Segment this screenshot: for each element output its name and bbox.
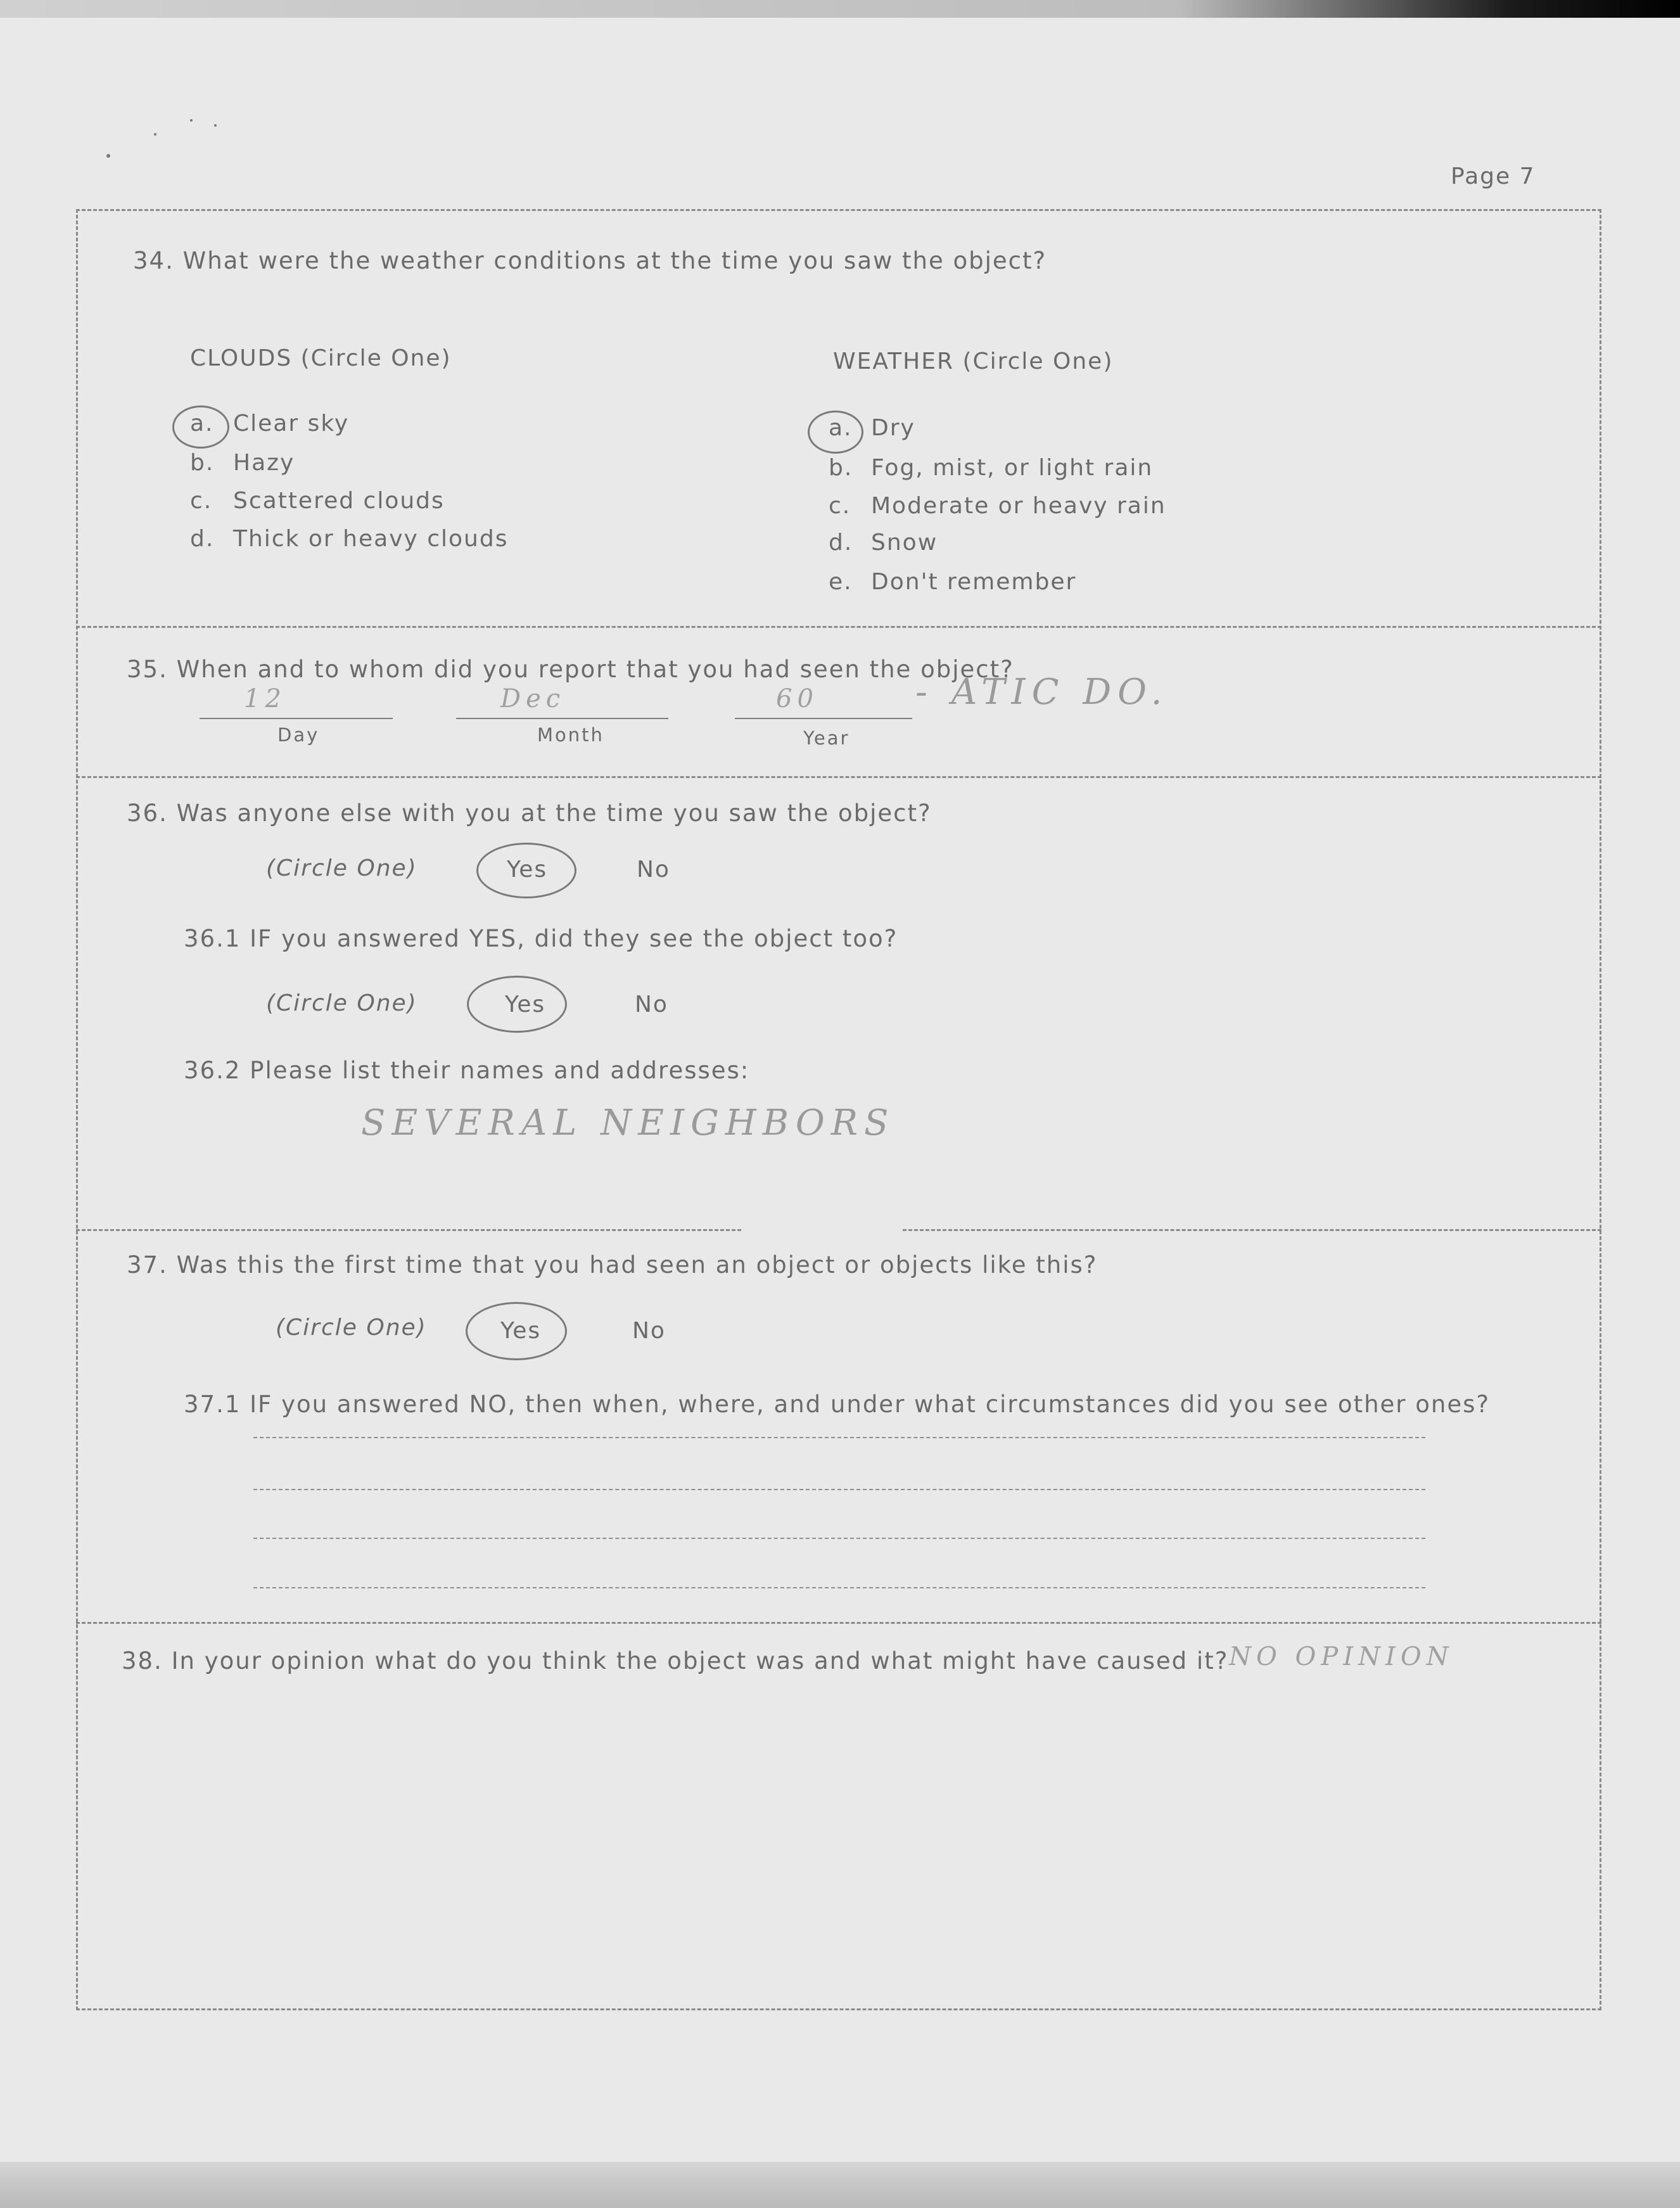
scan-top-edge [0, 0, 1680, 18]
answer-line [253, 1437, 1425, 1438]
weather-option-text: Don't remember [871, 569, 1077, 595]
question-36-2: 36.2 Please list their names and addresses: [184, 1057, 750, 1084]
weather-option-letter: d. [829, 530, 853, 556]
month-line [456, 718, 668, 719]
section-divider [76, 1622, 1601, 1624]
day-line [200, 718, 393, 719]
circle-one-label: (Circle One) [266, 990, 417, 1016]
answer-line [253, 1538, 1425, 1539]
question-38: 38. In your opinion what do you think the object was and what might have caused it? [122, 1647, 1229, 1675]
weather-option-letter: b. [829, 455, 853, 481]
weather-option-letter: a. [829, 415, 853, 441]
weather-heading: WEATHER (Circle One) [833, 348, 1114, 374]
answer-no: No [632, 1318, 666, 1344]
report-month-value: Dec [500, 684, 566, 713]
answer-yes: Yes [507, 857, 548, 883]
opinion-answer: NO OPINION [1229, 1642, 1454, 1671]
question-35: 35. When and to whom did you report that you had seen the object? [127, 656, 1014, 683]
answer-no: No [635, 992, 668, 1018]
clouds-option-letter: c. [190, 488, 213, 514]
selection-circle [466, 1302, 567, 1360]
answer-no: No [637, 857, 670, 883]
report-to-whom: - ATIC DO. [915, 672, 1169, 713]
names-answer: SEVERAL NEIGHBORS [361, 1102, 895, 1144]
question-37: 37. Was this the first time that you had seen an object or objects like this? [127, 1251, 1098, 1279]
selection-circle [172, 405, 229, 449]
selection-circle [476, 843, 576, 898]
scan-speck [154, 133, 156, 136]
day-label: Day [277, 724, 320, 746]
clouds-option-text: Clear sky [233, 411, 350, 437]
clouds-heading: CLOUDS (Circle One) [190, 345, 452, 371]
question-37-1: 37.1 IF you answered NO, then when, where, and under what circumstances did you see other ones? [184, 1391, 1491, 1418]
clouds-option-letter: a. [190, 411, 214, 437]
section-divider [76, 1229, 741, 1231]
clouds-option-letter: b. [190, 450, 215, 476]
weather-option-text: Snow [871, 530, 938, 556]
weather-option-text: Moderate or heavy rain [871, 493, 1166, 519]
weather-option-letter: c. [829, 493, 851, 519]
question-34: 34. What were the weather conditions at the time you saw the object? [133, 247, 1047, 274]
question-36-1: 36.1 IF you answered YES, did they see the object too? [184, 925, 898, 952]
selection-circle [467, 976, 567, 1033]
answer-line [253, 1489, 1425, 1490]
circle-one-label: (Circle One) [266, 855, 417, 881]
weather-option-letter: e. [829, 569, 853, 595]
year-label: Year [803, 727, 850, 749]
section-divider [903, 1229, 1601, 1231]
section-divider [76, 626, 1601, 628]
answer-line [253, 1587, 1425, 1588]
clouds-option-text: Thick or heavy clouds [233, 526, 509, 552]
weather-option-text: Fog, mist, or light rain [871, 455, 1154, 481]
answer-yes: Yes [505, 992, 546, 1018]
clouds-option-letter: d. [190, 526, 215, 552]
clouds-option-text: Scattered clouds [233, 488, 445, 514]
circle-one-label: (Circle One) [276, 1315, 427, 1341]
section-divider [76, 776, 1601, 778]
weather-option-text: Dry [871, 415, 915, 441]
page-number: Page 7 [1451, 163, 1536, 189]
scan-speck [214, 124, 217, 127]
scan-speck [106, 154, 110, 158]
report-year-value: 60 [776, 684, 818, 713]
report-day-value: 12 [244, 684, 286, 713]
scan-bottom-edge [0, 2162, 1680, 2208]
clouds-option-text: Hazy [233, 450, 295, 476]
answer-yes: Yes [500, 1318, 542, 1344]
year-line [735, 718, 912, 719]
scan-speck [190, 119, 193, 122]
question-36: 36. Was anyone else with you at the time you saw the object? [127, 800, 932, 827]
selection-circle [808, 411, 863, 454]
month-label: Month [537, 724, 604, 746]
